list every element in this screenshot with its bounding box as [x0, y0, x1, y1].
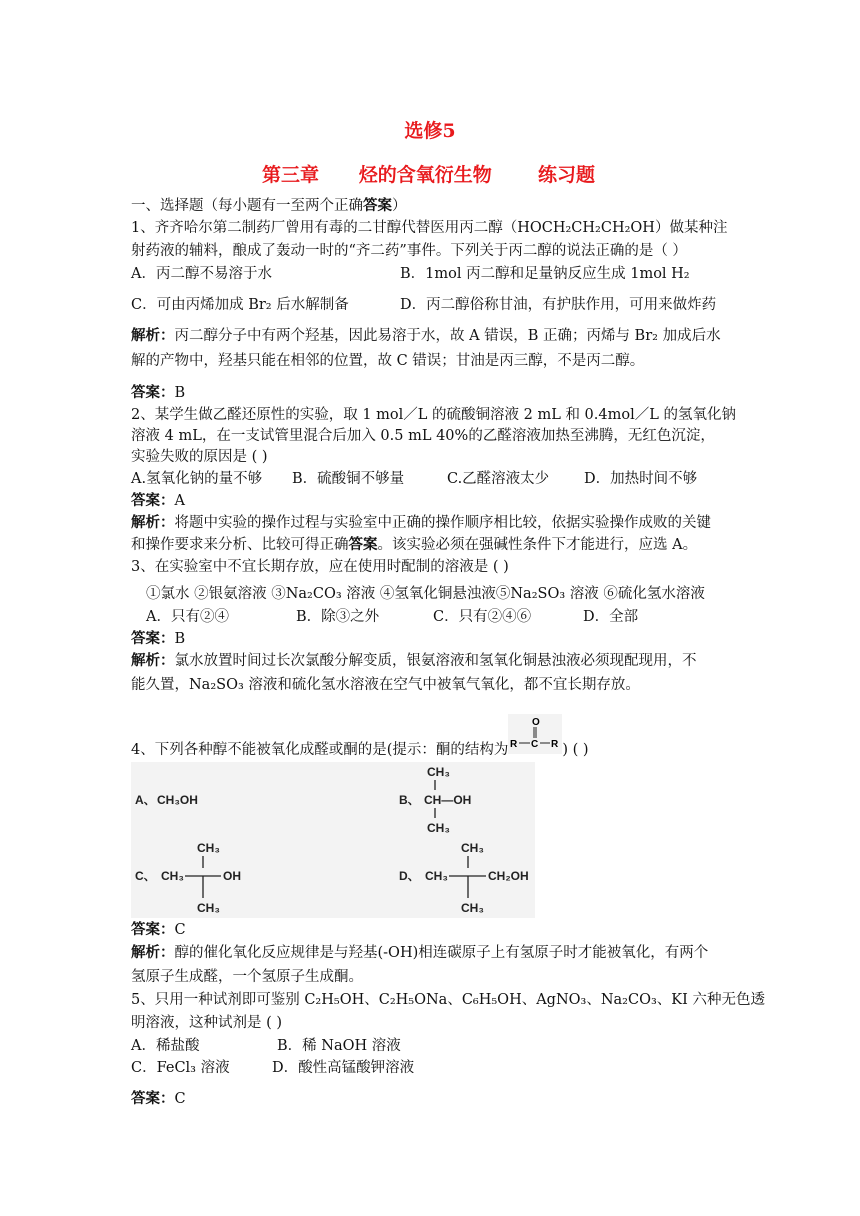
opt-c-bottom: CH₃: [197, 901, 220, 915]
ketone-r1: R: [510, 739, 518, 750]
section-prefix: 一、选择题（每小题有一至两个正确: [131, 198, 363, 214]
opt-d-right: CH₂OH: [488, 869, 529, 883]
answer-value: B: [174, 631, 186, 647]
opt-a-formula: CH₃OH: [157, 793, 198, 807]
q3-answer: [131, 630, 185, 648]
exercise-label: 练习题: [538, 164, 596, 186]
analysis-text: 醇的催化氧化反应规律是与羟基(-OH)相连碳原子上有氢原子时才能被氧化，有两个: [174, 945, 709, 961]
q1-answer: [131, 384, 185, 402]
answer-label: 答案：: [131, 384, 175, 401]
q5-option-a: A．稀盐酸: [131, 1038, 200, 1054]
analysis-label: 解析：: [131, 944, 175, 961]
opt-d-label: D、: [399, 869, 420, 883]
answer-label: 答案：: [131, 921, 175, 938]
q2-option-c: C.乙醛溶液太少: [447, 471, 550, 487]
analysis-text: 丙二醇分子中有两个羟基，因此易溶于水，故 A 错误，B 正确；丙烯与 Br₂ 加成后水: [174, 328, 721, 344]
answer-value: B: [174, 385, 186, 401]
opt-d-left: CH₃: [425, 869, 448, 883]
answer-value: C: [174, 1091, 186, 1107]
chapter-heading: [262, 160, 595, 187]
q4-stem-tail: ) ( ): [562, 742, 589, 758]
q1-option-c: C．可由丙烯加成 Br₂ 后水解制备: [131, 297, 349, 313]
opt-a-label: A、: [135, 793, 156, 807]
ketone-r2: R: [551, 739, 559, 750]
q3-analysis-line1: [131, 652, 697, 670]
opt-c-top: CH₃: [197, 841, 220, 855]
q3-items: ①氯水 ②银氨溶液 ③Na₂CO₃ 溶液 ④氢氧化铜悬浊液⑤Na₂SO₃ 溶液 ⑥硫化氢水溶液: [146, 586, 705, 602]
q5-option-d: D．酸性高锰酸钾溶液: [272, 1060, 415, 1076]
answer-value: A: [174, 493, 185, 509]
section-bold: 答案: [363, 197, 392, 214]
analysis-text: 氯水放置时间过长次氯酸分解变质，银氨溶液和氢氧化铜悬浊液必须现配现用，不: [174, 653, 697, 669]
q4-analysis-line2: 氢原子生成醛，一个氢原子生成酮。: [131, 969, 363, 985]
q2-answer: [131, 492, 185, 510]
answer-label: 答案：: [131, 630, 175, 647]
q3-option-c: C．只有②④⑥: [433, 609, 532, 625]
q1-option-a: A．丙二醇不易溶于水: [131, 266, 272, 282]
opt-c-right: OH: [223, 869, 241, 883]
opt-b-top: CH₃: [427, 765, 450, 779]
ketone-structure: [508, 717, 562, 754]
q4-stem-text: 4、下列各种醇不能被氧化成醛或酮的是(提示：酮的结构为: [131, 742, 509, 758]
q1-analysis-line2: 解的产物中，羟基只能在相邻的位置，故 C 错误；甘油是丙三醇，不是丙二醇。: [131, 353, 645, 369]
section-heading: [131, 197, 407, 215]
q5-answer: [131, 1090, 186, 1108]
chapter-name: 烃的含氧衍生物: [358, 164, 492, 186]
opt-c-label: C、: [135, 869, 156, 883]
opt-b-bottom: CH₃: [427, 821, 450, 835]
q3-option-a: A．只有②④: [146, 609, 229, 625]
q2-stem-line3: 实验失败的原因是 ( ): [131, 449, 268, 465]
answer-value: C: [174, 922, 186, 938]
analysis-label: 解析：: [131, 327, 175, 344]
q3-analysis-line2: 能久置，Na₂SO₃ 溶液和硫化氢水溶液在空气中被氧气氧化，都不宜长期存放。: [131, 677, 640, 693]
q1-stem-line1: 1、齐齐哈尔第二制药厂曾用有毒的二甘醇代替医用丙二醇（HOCH₂CH₂CH₂OH）做某种注: [131, 220, 728, 236]
section-suffix: ）: [392, 198, 407, 214]
q2-option-d: D．加热时间不够: [584, 471, 698, 487]
q3-option-d: D．全部: [583, 609, 639, 625]
q1-option-d: D．丙二醇俗称甘油，有护肤作用，可用来做炸药: [400, 297, 717, 313]
q5-stem-line1: 5、只用一种试剂即可鉴别 C₂H₅OH、C₂H₅ONa、C₆H₅OH、AgNO₃、Na₂CO₃、KI 六种无色透: [131, 992, 765, 1008]
analysis-text: 和操作要求来分析、比较可得正确: [131, 537, 349, 553]
q2-analysis-line2: [131, 536, 697, 554]
q2-option-b: B．硫酸铜不够量: [292, 471, 405, 487]
analysis-bold: 答案: [348, 536, 378, 553]
answer-label: 答案：: [131, 1090, 175, 1107]
q4-stem: [131, 717, 589, 759]
opt-d-top: CH₃: [461, 841, 484, 855]
answer-label: 答案：: [131, 492, 175, 509]
opt-c-left: CH₃: [161, 869, 184, 883]
q2-option-a: A.氢氧化钠的量不够: [131, 471, 263, 487]
q5-option-b: B．稀 NaOH 溶液: [277, 1038, 401, 1054]
q3-stem: 3、在实验室中不宜长期存放，应在使用时配制的溶液是 ( ): [131, 559, 509, 575]
analysis-label: 解析：: [131, 514, 175, 531]
opt-d-bottom: CH₃: [461, 901, 484, 915]
q5-option-c: C．FeCl₃ 溶液: [131, 1060, 230, 1076]
q2-stem-line2: 溶液 4 mL，在一支试管里混合后加入 0.5 mL 40%的乙醛溶液加热至沸腾，无红色沉淀，: [131, 428, 715, 444]
q2-analysis-line1: [131, 514, 711, 532]
q4-structures-figure: [131, 762, 535, 918]
q4-answer: [131, 921, 186, 939]
q2-stem-line1: 2、某学生做乙醛还原性的实验，取 1 mol／L 的硫酸铜溶液 2 mL 和 0.4mol／L 的氢氧化钠: [131, 407, 736, 423]
q1-stem-line2: 射药液的辅料，酿成了轰动一时的“齐二药”事件。下列关于丙二醇的说法正确的是（ ）: [131, 243, 687, 259]
q1-option-b: B．1mol 丙二醇和足量钠反应生成 1mol H₂: [400, 266, 690, 282]
analysis-label: 解析：: [131, 652, 175, 669]
document-title: 选修5: [404, 120, 456, 142]
ketone-o: O: [532, 717, 541, 728]
opt-b-label: B、: [399, 793, 420, 807]
chapter-number: 第三章: [262, 164, 320, 186]
q4-analysis-line1: [131, 944, 708, 962]
analysis-text: 。该实验必须在强碱性条件下才能进行，应选 A。: [377, 537, 698, 553]
q5-stem-line2: 明溶液，这种试剂是 ( ): [131, 1015, 283, 1031]
ketone-c: C: [531, 739, 539, 750]
q3-option-b: B．除③之外: [296, 609, 380, 625]
q1-analysis-line1: [131, 327, 721, 345]
opt-b-mid: CH—OH: [424, 793, 472, 807]
analysis-text: 将题中实验的操作过程与实验室中正确的操作顺序相比较，依据实验操作成败的关键: [174, 515, 711, 531]
